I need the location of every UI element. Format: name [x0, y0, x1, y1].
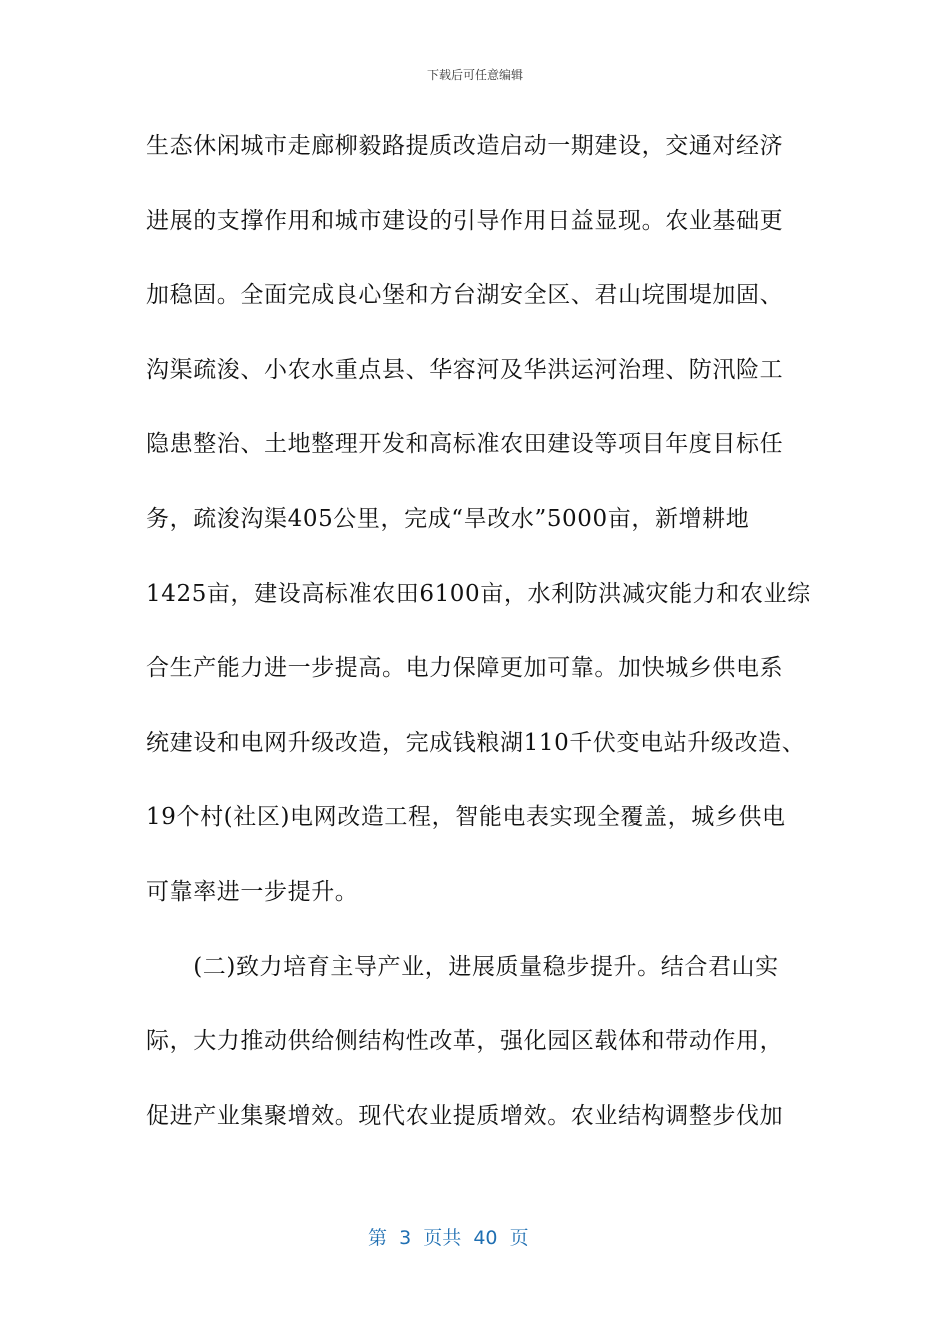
- body-line: 际，大力推动供给侧结构性改革，强化园区载体和带动作用，: [146, 1028, 784, 1055]
- body-line: 合生产能力进一步提高。电力保障更加可靠。加快城乡供电系: [146, 655, 784, 682]
- body-line: 19个村(社区)电网改造工程，智能电表实现全覆盖，城乡供电: [146, 804, 786, 831]
- body-line: 1425亩，建设高标准农田6100亩，水利防洪减灾能力和农业综: [146, 580, 811, 607]
- body-line: (二)致力培育主导产业，进展质量稳步提升。结合君山实: [146, 953, 779, 980]
- page-number-footer: 第 3 页共 40 页: [368, 1227, 529, 1249]
- body-line: 促进产业集聚增效。现代农业提质增效。农业结构调整步伐加: [146, 1102, 784, 1129]
- body-line: 可靠率进一步提升。: [146, 878, 359, 905]
- body-line: 进展的支撑作用和城市建设的引导作用日益显现。农业基础更: [146, 207, 784, 234]
- document-body: [146, 124, 814, 1168]
- body-line: 统建设和电网升级改造，完成钱粮湖110千伏变电站升级改造、: [146, 729, 806, 756]
- body-line: 沟渠疏浚、小农水重点县、华容河及华洪运河治理、防汛险工: [146, 356, 784, 383]
- page-header: 下载后可任意编辑: [426, 68, 523, 82]
- body-line: 务，疏浚沟渠405公里，完成“旱改水”5000亩，新增耕地: [146, 505, 750, 532]
- body-line: 隐患整治、土地整理开发和高标准农田建设等项目年度目标任: [146, 431, 784, 458]
- body-line: 加稳固。全面完成良心堡和方台湖安全区、君山垸围堤加固、: [146, 282, 784, 309]
- body-line: 生态休闲城市走廊柳毅路提质改造启动一期建设，交通对经济: [146, 133, 784, 159]
